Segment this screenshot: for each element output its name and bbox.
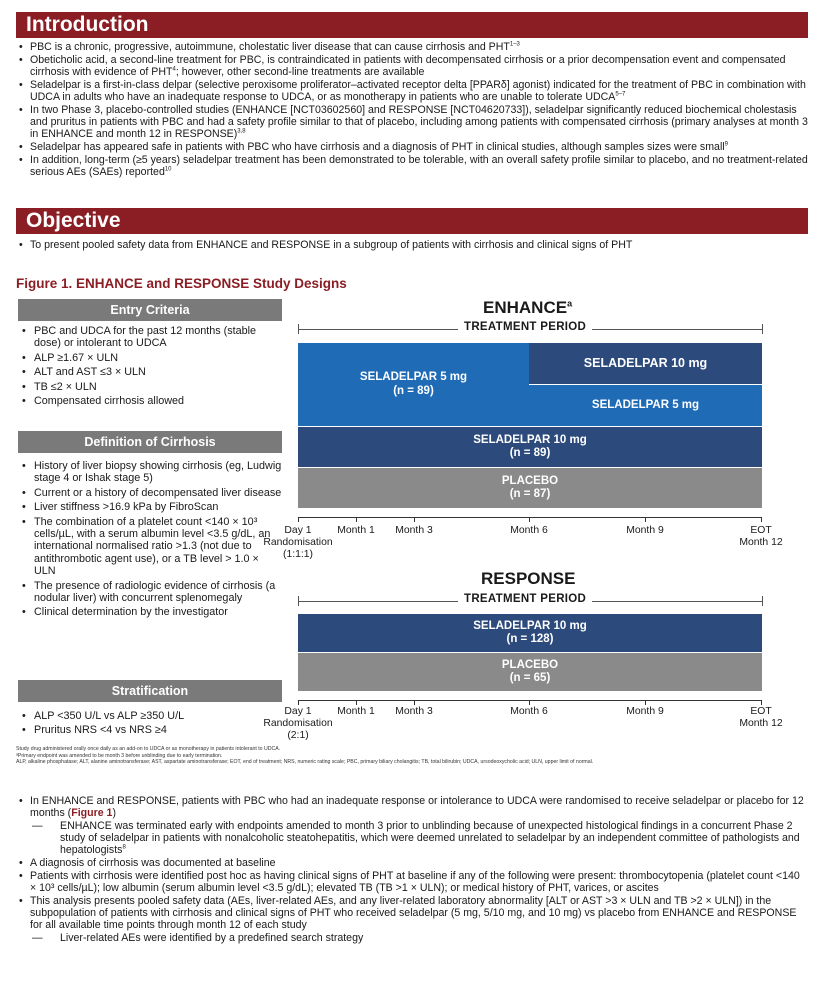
axis-tick xyxy=(645,700,646,705)
timeline-label-day1: Day 1 Randomisation (1:1:1) xyxy=(263,525,333,560)
figure-1-reference[interactable]: Figure 1 xyxy=(71,806,113,819)
objective-list xyxy=(16,240,808,253)
list-item: • Pruritus NRS <4 vs NRS ≥4 xyxy=(20,724,282,736)
list-item: • This analysis presents pooled safety data (AEs, liver-related AEs, and any liver-related laboratory abnormality [ALT or AST >3 × ULN and TB >2 × ULN]) in the subpopulation of patients with cirrhosis and clinical signs of PHT who received seladelpar (5 mg, 5/10 mg, and 10 mg) vs placebo from ENHANCE and RESPONSE for all available time points through month 12 of each study xyxy=(16,896,808,931)
enhance-title: ENHANCE$^a$ xyxy=(483,298,573,317)
axis-tick xyxy=(414,517,415,522)
list-item: • In ENHANCE and RESPONSE, patients with PBC who had an inadequate response or intolerance to UDCA were randomised to receive seladelpar or placebo for 12 months (Figure 1) xyxy=(16,796,808,820)
enhance-placebo-arm: PLACEBO (n = 87) xyxy=(298,468,762,508)
response-treatment-period-label: TREATMENT PERIOD xyxy=(458,593,592,605)
list-item: • TB ≤2 × ULN xyxy=(20,381,282,393)
list-item: • Patients with cirrhosis were identified post hoc as having clinical signs of PHT at baseline if any of the following were present: thrombocytopenia (platelet count <140 × 10³ cells/µL); low albumin (serum albumin level <3.5 g/dL); elevated TB (TB >1 × ULN); or medical history of PHT, varices, or ascites xyxy=(16,871,808,895)
introduction-list xyxy=(16,42,808,180)
list-item: • Current or a history of decompensated liver disease xyxy=(20,487,282,499)
axis-tick xyxy=(414,700,415,705)
stratification-header: Stratification xyxy=(18,680,282,702)
list-item: • ALT and AST ≤3 × ULN xyxy=(20,366,282,378)
enhance-remained-5mg-arm: SELADELPAR 5 mg xyxy=(529,385,762,426)
axis-tick xyxy=(356,700,357,705)
enhance-uptitrated-10mg-arm: SELADELPAR 10 mg xyxy=(529,343,762,384)
axis-tick xyxy=(298,517,299,522)
list-item: • Clinical determination by the investigator xyxy=(20,606,282,618)
list-item: • History of liver biopsy showing cirrhosis (eg, Ludwig stage 4 or Ishak stage 5) xyxy=(20,460,282,485)
enhance-seladelpar-5mg-arm: SELADELPAR 5 mg (n = 89) xyxy=(298,343,529,426)
list-item: — ENHANCE was terminated early with endpoints amended to month 3 prior to unblinding because of unexpected histological findings in a concurrent Phase 2 study of seladelpar in patients with nonalcoholic steatohepatitis, which were deemed unrelated to seladelpar by an independent committee of pathologists and hepatologists$^8$ xyxy=(16,821,808,856)
list-item: • Compensated cirrhosis allowed xyxy=(20,395,282,407)
timeline-label-month3: Month 3 xyxy=(395,525,433,536)
timeline-label-month9: Month 9 xyxy=(626,525,664,536)
response-timeline-axis xyxy=(298,700,762,701)
list-item: • In addition, long-term (≥5 years) seladelpar treatment has been demonstrated to be tolerable, with an overall safety profile similar to placebo, and no treatment-related serious AEs (SAEs) reported$^{10}$ xyxy=(16,155,808,179)
entry-criteria-header: Entry Criteria xyxy=(18,299,282,321)
response-title: RESPONSE xyxy=(481,569,576,588)
list-item: • The presence of radiologic evidence of cirrhosis (a nodular liver) with concurrent splenomegaly xyxy=(20,580,282,605)
footnote: ᵃPrimary endpoint was amended to be month 3 before unblinding due to early termination. xyxy=(16,752,223,759)
timeline-label-month6: Month 6 xyxy=(510,706,548,717)
list-item: • ALP <350 U/L vs ALP ≥350 U/L xyxy=(20,710,282,722)
axis-tick xyxy=(529,700,530,705)
entry-criteria-list xyxy=(20,325,282,409)
list-item: • A diagnosis of cirrhosis was documented at baseline xyxy=(16,858,808,870)
figure-footnotes xyxy=(16,746,806,766)
axis-tick xyxy=(645,517,646,522)
timeline-label-month1: Month 1 xyxy=(337,706,375,717)
axis-tick xyxy=(529,517,530,522)
enhance-period-end-tick xyxy=(762,324,763,334)
list-item: • Seladelpar has appeared safe in patients with PBC who have cirrhosis and a diagnosis of PHT in clinical studies, although samples sizes were small$^9$ xyxy=(16,142,808,154)
list-item: • To present pooled safety data from ENHANCE and RESPONSE in a subgroup of patients with cirrhosis and clinical signs of PHT xyxy=(16,240,808,252)
axis-tick xyxy=(761,517,762,522)
response-placebo-arm: PLACEBO (n = 65) xyxy=(298,653,762,691)
enhance-seladelpar-10mg-arm: SELADELPAR 10 mg (n = 89) xyxy=(298,427,762,467)
list-item: • ALP ≥1.67 × ULN xyxy=(20,352,282,364)
axis-tick xyxy=(356,517,357,522)
axis-tick xyxy=(298,700,299,705)
timeline-label-month6: Month 6 xyxy=(510,525,548,536)
list-item: • Liver stiffness >16.9 kPa by FibroScan xyxy=(20,501,282,513)
timeline-label-day1: Day 1 Randomisation (2:1) xyxy=(263,706,333,741)
axis-tick xyxy=(761,700,762,705)
timeline-label-month3: Month 3 xyxy=(395,706,433,717)
timeline-label-eot: EOT Month 12 xyxy=(739,706,783,729)
enhance-period-start-tick xyxy=(298,324,299,334)
list-item: • The combination of a platelet count <140 × 10³ cells/µL, with a serum albumin level <3.5 g/dL, an international normalised ratio >1.3 (not due to antithrombotic agent use), or a TB level > 1.0 × ULN xyxy=(20,516,282,578)
timeline-label-month1: Month 1 xyxy=(337,525,375,536)
enhance-timeline-axis xyxy=(298,517,762,518)
response-period-start-tick xyxy=(298,596,299,606)
figure-title: Figure 1. ENHANCE and RESPONSE Study Designs xyxy=(16,276,347,291)
list-item: • Seladelpar is a first-in-class delpar (selective peroxisome proliferator–activated receptor delta [PPARδ] agonist) indicated for the treatment of PBC in combination with UDCA in adults who have an inadequate response to UDCA, or as monotherapy in patients who are unable to tolerate UDCA$^{5-7}$ xyxy=(16,80,808,104)
cirrhosis-definition-list xyxy=(20,460,282,621)
list-item: • Obeticholic acid, a second-line treatment for PBC, is contraindicated in patients with decompensated cirrhosis or a prior decompensation event and compensated cirrhosis with evidence of PHT$^4$; however, other second-line treatments are available xyxy=(16,55,808,79)
list-item: — Liver-related AEs were identified by a predefined search strategy xyxy=(16,933,808,945)
list-item: • PBC and UDCA for the past 12 months (stable dose) or intolerant to UDCA xyxy=(20,325,282,350)
footnote: ALP, alkaline phosphatase; ALT, alanine aminotransferase; AST, aspartate aminotransferase; EOT, end of treatment; NRS, numeric rating scale; PBC, primary biliary cholangitis; TB, total bilirubin; UDCA, ursodeoxycholic acid; ULN, upper limit of normal. xyxy=(16,759,594,766)
response-period-end-tick xyxy=(762,596,763,606)
list-item: • PBC is a chronic, progressive, autoimmune, cholestatic liver disease that can cause cirrhosis and PHT$^{1-3}$ xyxy=(16,42,808,54)
timeline-label-month9: Month 9 xyxy=(626,706,664,717)
methods-list xyxy=(16,796,808,946)
stratification-list xyxy=(20,710,282,739)
list-item: • In two Phase 3, placebo-controlled studies (ENHANCE [NCT03602560] and RESPONSE [NCT04620733]), seladelpar significantly reduced biochemical cholestasis and pruritus in patients with PBC and had a safety profile similar to that of placebo, including among patients with compensated cirrhosis (primary analyses at month 3 in ENHANCE and month 12 in RESPONSE)$^{3,8}$ xyxy=(16,105,808,140)
cirrhosis-definition-header: Definition of Cirrhosis xyxy=(18,431,282,453)
response-seladelpar-10mg-arm: SELADELPAR 10 mg (n = 128) xyxy=(298,614,762,652)
enhance-treatment-period-label: TREATMENT PERIOD xyxy=(458,321,592,333)
introduction-banner: Introduction xyxy=(16,12,808,38)
objective-banner: Objective xyxy=(16,208,808,234)
timeline-label-eot: EOT Month 12 xyxy=(739,525,783,548)
footnote: Study drug administered orally once daily as an add-on to UDCA or as monotherapy in patients intolerant to UDCA. xyxy=(16,746,281,752)
